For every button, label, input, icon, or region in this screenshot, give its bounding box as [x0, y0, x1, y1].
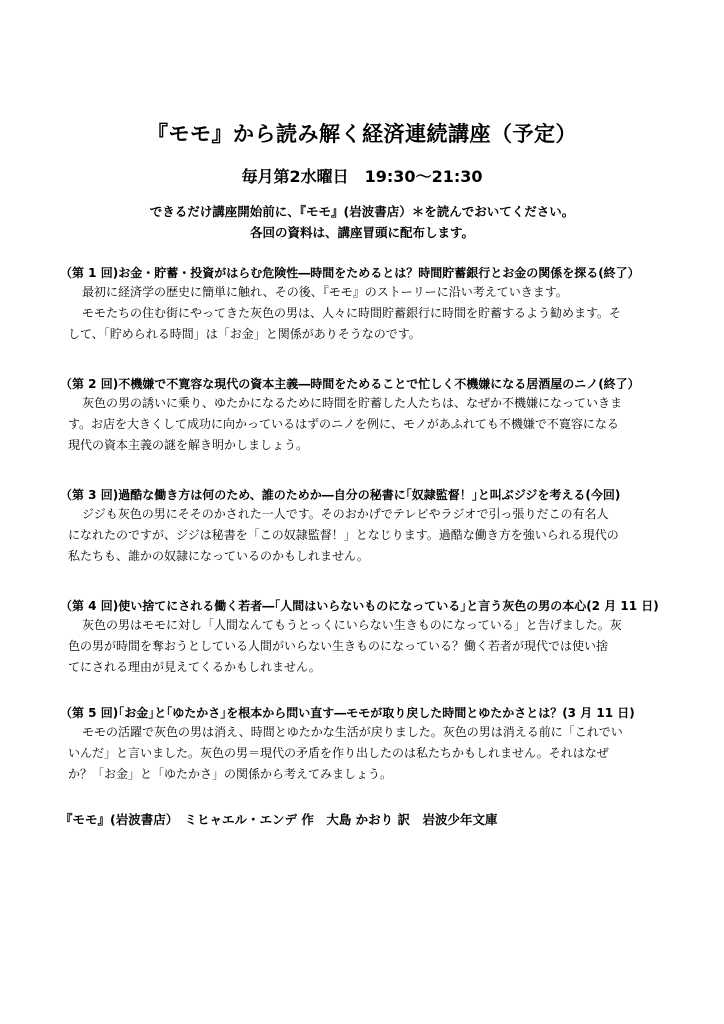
page-title: 『モモ』から読み解く経済連続講座（予定） [147, 122, 577, 146]
session-text-line: 灰色の男はモモに対し「人間なんてもうとっくにいらない生きものになっている」と告げました。灰 [82, 618, 622, 632]
session-text-line: 私たちも、誰かの奴隷になっているのかもしれません。 [68, 549, 369, 563]
session-text-line: てにされる理由が見えてくるかもしれません。 [68, 660, 321, 674]
session-text-line: 灰色の男の誘いに乗り、ゆたかになるために時間を貯蓄した人たちは、なぜか不機嫌になっていきま [82, 396, 623, 410]
session-text-line: モモたちの住む街にやってきた灰色の男は、人々に時間貯蓄銀行に時間を貯蓄するよう勧めます。そ [82, 306, 622, 320]
intro-line-2: 各回の資料は、講座冒頭に配布します。 [249, 225, 474, 240]
session-text-line: して、「貯められる時間」は「お金」と関係がありそうなのです。 [68, 327, 421, 341]
session-text-line: す。お店を大きくして成功に向かっているはずのニノを例に、モノがあふれても不機嫌で不寛容になる [68, 417, 619, 431]
session-text-line: か？「お金」と「ゆたかさ」の関係から考えてみましょう。 [68, 767, 393, 781]
session-4 [60, 597, 700, 678]
session-heading: （第 3 回)過酷な働き方は何のため、誰のためか―自分の秘書に｢奴隷監督！｣と叫ぶジジを考える(今回) [60, 488, 621, 502]
session-1 [60, 264, 700, 345]
session-text-line: モモの活躍で灰色の男は消え、時間とゆたかな生活が戻りました。灰色の男は消える前に「これでい [82, 725, 623, 739]
schedule-line: 毎月第2水曜日 19:30～21:30 [241, 167, 483, 186]
session-heading: （第 5 回)｢お金｣と｢ゆたかさ｣を根本から問い直す―モモが取り戻した時間とゆたかさとは？(3 月 11 日) [60, 706, 635, 720]
session-text-line: いんだ」と言いました。灰色の男＝現代の矛盾を作り出したのは私たちかもしれません。それはなぜ [68, 746, 609, 760]
session-text-line: 色の男が時間を奪おうとしている人間がいらない生きものになっている？働く若者が現代では使い捨 [68, 639, 609, 653]
session-heading: （第 1 回)お金・貯蓄・投資がはらむ危険性―時間をためるとは？時間貯蓄銀行とお金の関係を探る(終了） [60, 266, 640, 280]
session-heading: （第 2 回)不機嫌で不寛容な現代の資本主義―時間をためることで忙しく不機嫌になる居酒屋のニノ(終了） [60, 377, 640, 391]
session-text-line: になれたのですが、ジジは秘書を「この奴隷監督！」となじります。過酷な働き方を強いられる現代の [68, 528, 619, 542]
intro-line-1: できるだけ講座開始前に、『モモ』(岩波書店）＊を読んでおいてください。 [149, 204, 575, 219]
session-5 [60, 704, 700, 785]
session-2 [60, 375, 700, 456]
session-text-line: 最初に経済学の歴史に簡単に触れ、その後、『モモ』のストーリーに沿い考えていきます。 [82, 285, 568, 299]
session-text-line: 現代の資本主義の謎を解き明かしましょう。 [68, 438, 309, 452]
session-3 [60, 486, 700, 567]
session-heading: （第 4 回)使い捨てにされる働く若者―｢人間はいらないものになっている｣と言う灰色の男の本心(2 月 11 日) [60, 599, 659, 613]
book-reference: 『モモ』(岩波書店） ミヒャエル・エンデ 作 大島 かおり 訳 岩波少年文庫 [60, 812, 498, 827]
session-text-line: ジジも灰色の男にそそのかされた一人です。そのおかげでテレビやラジオで引っ張りだこの有名人 [82, 507, 609, 521]
